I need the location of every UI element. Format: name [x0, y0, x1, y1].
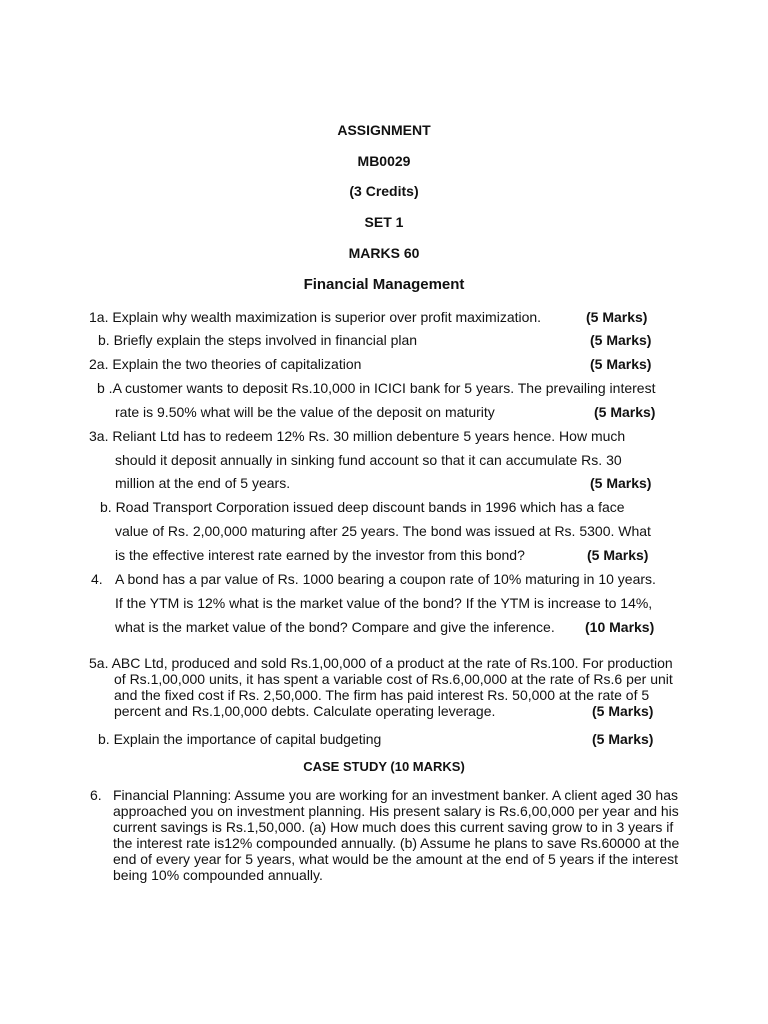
assignment-heading: ASSIGNMENT — [337, 122, 431, 138]
question-6-line1: Financial Planning: Assume you are working for an investment banker. A client aged 30 has — [113, 787, 679, 803]
subject-title: Financial Management — [303, 276, 465, 293]
question-3a-marks: (5 Marks) — [590, 475, 652, 491]
case-study-heading: CASE STUDY (10 MARKS) — [303, 759, 465, 774]
question-1a-marks: (5 Marks) — [586, 309, 648, 325]
question-1a: 1a. Explain why wealth maximization is superior over profit maximization. — [89, 309, 542, 325]
question-4-marks: (10 Marks) — [585, 619, 655, 635]
question-4-line1: A bond has a par value of Rs. 1000 bearing a coupon rate of 10% maturing in 10 years. — [115, 571, 656, 587]
question-5a-line2: of Rs.1,00,000 units, it has spent a variable cost of Rs.6,00,000 at the rate of Rs.6 per unit — [114, 671, 673, 687]
question-5a-line3: and the fixed cost if Rs. 2,50,000. The firm has paid interest Rs. 50,000 at the rate of 5 — [114, 687, 650, 703]
question-4-line3: what is the market value of the bond? Compare and give the inference. — [115, 619, 555, 635]
question-4-number: 4. — [91, 571, 103, 587]
question-5b: b. Explain the importance of capital budgeting — [98, 731, 382, 747]
question-2b-line2: rate is 9.50% what will be the value of the deposit on maturity — [115, 404, 495, 420]
question-5b-marks: (5 Marks) — [592, 731, 654, 747]
question-3a-line1: 3a. Reliant Ltd has to redeem 12% Rs. 30 million debenture 5 years hence. How much — [89, 428, 626, 444]
question-4-line2: If the YTM is 12% what is the market value of the bond? If the YTM is increase to 14%, — [115, 595, 653, 611]
set-number: SET 1 — [364, 214, 404, 230]
question-2a-marks: (5 Marks) — [590, 356, 652, 372]
question-2b-line1: b .A customer wants to deposit Rs.10,000 in ICICI bank for 5 years. The prevailing interest — [97, 380, 656, 396]
question-6-number: 6. — [90, 787, 102, 803]
question-3b-line3: is the effective interest rate earned by the investor from this bond? — [115, 547, 525, 563]
question-5a-marks: (5 Marks) — [592, 703, 654, 719]
question-2a: 2a. Explain the two theories of capitalization — [89, 356, 362, 372]
question-1b: b. Briefly explain the steps involved in financial plan — [98, 332, 418, 348]
question-3b-line1: b. Road Transport Corporation issued deep discount bands in 1996 which has a face — [100, 499, 625, 515]
question-5a-line4: percent and Rs.1,00,000 debts. Calculate operating leverage. — [114, 703, 496, 719]
question-6-line5: end of every year for 5 years, what would be the amount at the end of 5 years if the interest — [113, 851, 678, 867]
question-6-line4: the interest rate is12% compounded annually. (b) Assume he plans to save Rs.60000 at the — [113, 835, 680, 851]
question-2b-marks: (5 Marks) — [594, 404, 656, 420]
question-1b-marks: (5 Marks) — [590, 332, 652, 348]
course-code: MB0029 — [357, 153, 411, 169]
credits: (3 Credits) — [349, 183, 419, 199]
question-3a-line3: million at the end of 5 years. — [115, 475, 291, 491]
total-marks: MARKS 60 — [348, 245, 420, 261]
question-6-line2: approached you on investment planning. His present salary is Rs.6,00,000 per year and his — [113, 803, 679, 819]
question-3b-marks: (5 Marks) — [587, 547, 649, 563]
question-3b-line2: value of Rs. 2,00,000 maturing after 25 years. The bond was issued at Rs. 5300. What — [115, 523, 651, 539]
question-6-line3: current savings is Rs.1,50,000. (a) How much does this current saving grow to in 3 years if — [113, 819, 674, 835]
question-3a-line2: should it deposit annually in sinking fund account so that it can accumulate Rs. 30 — [115, 452, 622, 468]
question-6-line6: being 10% compounded annually. — [113, 867, 323, 883]
question-5a-line1: 5a. ABC Ltd, produced and sold Rs.1,00,000 of a product at the rate of Rs.100. For production — [89, 655, 673, 671]
